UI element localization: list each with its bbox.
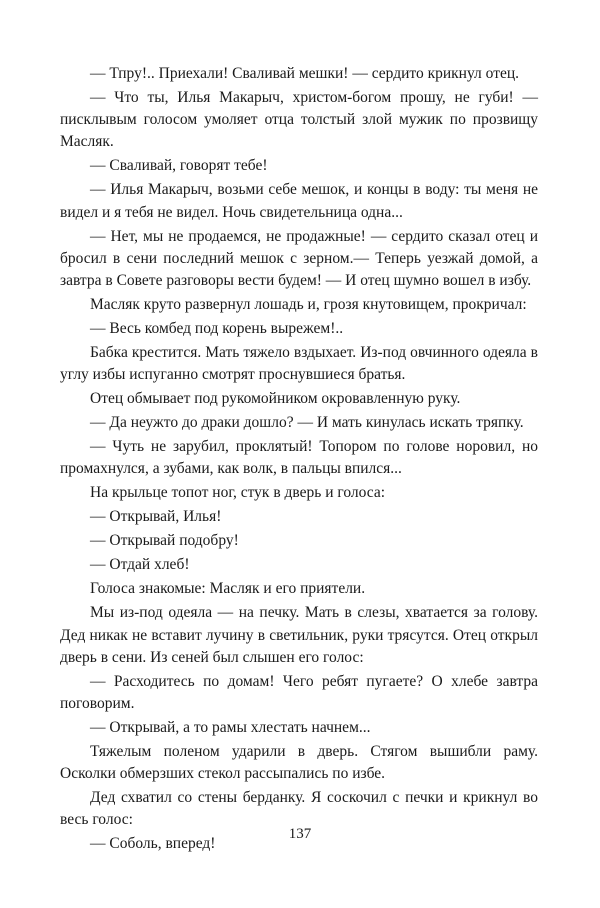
paragraph: Бабка крестится. Мать тяжело вздыхает. Из-под овчинного одеяла в углу избы испуганно смотрят проснувшиеся братья. bbox=[60, 344, 538, 384]
paragraph: — Соболь, вперед! bbox=[90, 835, 216, 853]
paragraph: Дед схватил со стены берданку. Я соскочил с печки и крикнул во весь голос: bbox=[60, 789, 538, 829]
paragraph: Масляк круто развернул лошадь и, грозя кнутовищем, прокричал: bbox=[90, 296, 527, 314]
paragraph: — Открывай подобру! bbox=[90, 532, 239, 550]
paragraph: — Сваливай, говорят тебе! bbox=[90, 157, 268, 175]
paragraph: Отец обмывает под рукомойником окровавленную руку. bbox=[90, 390, 461, 408]
paragraph: Голоса знакомые: Масляк и его приятели. bbox=[90, 580, 366, 598]
paragraph: — Открывай, а то рамы хлестать начнем... bbox=[90, 719, 371, 737]
paragraph: — Чуть не зарубил, проклятый! Топором по голове норовил, но промахнулся, а зубами, как волк, в пальцы впился... bbox=[60, 438, 538, 478]
paragraph: На крыльце топот ног, стук в дверь и голоса: bbox=[90, 484, 386, 502]
paragraph: — Открывай, Илья! bbox=[90, 508, 222, 526]
paragraph: — Да неужто до драки дошло? — И мать кинулась искать тряпку. bbox=[90, 414, 524, 432]
page-number: 137 bbox=[288, 826, 312, 842]
page-text bbox=[60, 63, 538, 857]
paragraph: Мы из-под одеяла — на печку. Мать в слезы, хватается за голову. Дед никак не вставит лучину в светильник, руки трясутся. Отец открыл дверь в сени. Из сеней был слышен его голос: bbox=[60, 604, 538, 666]
paragraph: Тяжелым поленом ударили в дверь. Стягом вышибли раму. Осколки обмерзших стекол рассыпались по избе. bbox=[60, 743, 538, 783]
paragraph: — Илья Макарыч, возьми себе мешок, и концы в воду: ты меня не видел и я тебя не видел. Ночь свидетельница одна... bbox=[60, 181, 538, 221]
paragraph: — Расходитесь по домам! Чего ребят пугаете? О хлебе завтра поговорим. bbox=[60, 672, 538, 713]
paragraph: — Отдай хлеб! bbox=[90, 556, 190, 574]
paragraph: — Весь комбед под корень вырежем!.. bbox=[90, 320, 344, 338]
paragraph: — Тпру!.. Приехали! Сваливай мешки! — сердито крикнул отец. bbox=[90, 65, 520, 82]
paragraph: — Нет, мы не продаемся, не продажные! — сердито сказал отец и бросил в сени последний мешок с зерном.— Теперь уезжай домой, а завтра в Совете разговоры вести будем! — И отец шумно вошел в избу. bbox=[60, 227, 538, 290]
paragraph: — Что ты, Илья Макарыч, христом-богом прошу, не губи! — писклывым голосом умоляет отца толстый злой мужик по прозвищу Масляк. bbox=[60, 89, 538, 151]
